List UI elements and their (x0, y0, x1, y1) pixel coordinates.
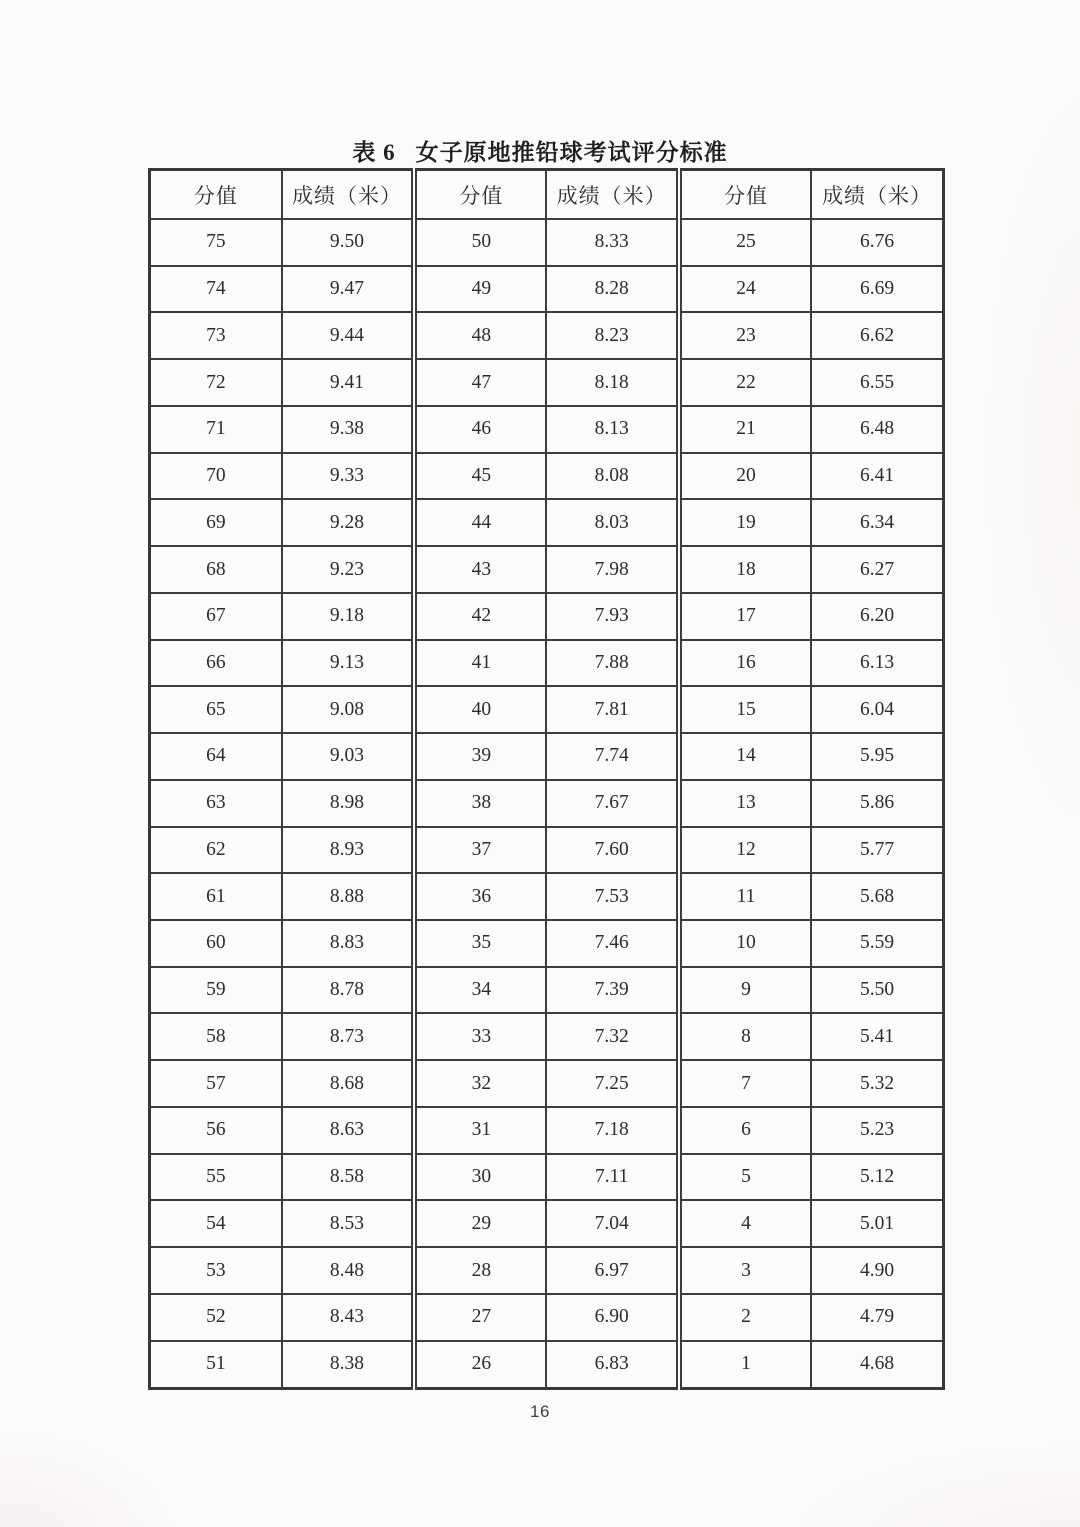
result-cell: 8.08 (546, 453, 678, 500)
result-cell: 6.20 (811, 593, 943, 640)
result-cell: 5.32 (811, 1060, 943, 1107)
score-cell: 24 (679, 266, 811, 313)
score-cell: 19 (679, 499, 811, 546)
result-cell: 8.38 (282, 1341, 414, 1389)
score-cell: 27 (414, 1294, 546, 1341)
score-cell: 25 (679, 219, 811, 266)
score-cell: 45 (414, 453, 546, 500)
table-row (150, 219, 944, 266)
result-cell: 5.12 (811, 1154, 943, 1201)
score-cell: 47 (414, 359, 546, 406)
result-cell: 8.53 (282, 1200, 414, 1247)
result-cell: 9.08 (282, 686, 414, 733)
score-cell: 5 (679, 1154, 811, 1201)
result-cell: 7.25 (546, 1060, 678, 1107)
result-cell: 8.43 (282, 1294, 414, 1341)
table-row (150, 780, 944, 827)
result-cell: 9.03 (282, 733, 414, 780)
score-cell: 20 (679, 453, 811, 500)
score-cell: 37 (414, 827, 546, 874)
result-cell: 9.50 (282, 219, 414, 266)
score-cell: 16 (679, 640, 811, 687)
result-cell: 6.69 (811, 266, 943, 313)
result-cell: 7.46 (546, 920, 678, 967)
score-cell: 69 (150, 499, 282, 546)
score-cell: 54 (150, 1200, 282, 1247)
score-cell: 66 (150, 640, 282, 687)
score-cell: 53 (150, 1247, 282, 1294)
score-cell: 29 (414, 1200, 546, 1247)
table-row (150, 920, 944, 967)
table-row (150, 1294, 944, 1341)
result-cell: 7.04 (546, 1200, 678, 1247)
scoring-table (148, 168, 945, 1390)
score-cell: 70 (150, 453, 282, 500)
result-cell: 8.98 (282, 780, 414, 827)
result-cell: 4.79 (811, 1294, 943, 1341)
score-cell: 57 (150, 1060, 282, 1107)
score-cell: 64 (150, 733, 282, 780)
score-cell: 32 (414, 1060, 546, 1107)
table-row (150, 1154, 944, 1201)
result-cell: 8.68 (282, 1060, 414, 1107)
score-cell: 13 (679, 780, 811, 827)
result-cell: 9.13 (282, 640, 414, 687)
result-cell: 7.32 (546, 1013, 678, 1060)
score-cell: 39 (414, 733, 546, 780)
result-cell: 8.23 (546, 312, 678, 359)
result-cell: 8.63 (282, 1107, 414, 1154)
result-cell: 8.73 (282, 1013, 414, 1060)
result-cell: 5.77 (811, 827, 943, 874)
result-cell: 9.38 (282, 406, 414, 453)
score-cell: 46 (414, 406, 546, 453)
result-cell: 6.41 (811, 453, 943, 500)
table-row (150, 733, 944, 780)
table-number: 表 6 (352, 140, 396, 165)
result-cell: 8.33 (546, 219, 678, 266)
result-cell: 6.55 (811, 359, 943, 406)
score-cell: 1 (679, 1341, 811, 1389)
score-cell: 42 (414, 593, 546, 640)
result-cell: 5.23 (811, 1107, 943, 1154)
score-cell: 23 (679, 312, 811, 359)
table-row (150, 593, 944, 640)
score-cell: 61 (150, 873, 282, 920)
score-cell: 34 (414, 967, 546, 1014)
table-row (150, 1247, 944, 1294)
result-cell: 6.76 (811, 219, 943, 266)
column-header: 成绩（米） (282, 170, 414, 220)
score-cell: 28 (414, 1247, 546, 1294)
score-cell: 4 (679, 1200, 811, 1247)
result-cell: 8.48 (282, 1247, 414, 1294)
result-cell: 6.34 (811, 499, 943, 546)
score-cell: 11 (679, 873, 811, 920)
score-cell: 65 (150, 686, 282, 733)
table-row (150, 499, 944, 546)
score-cell: 50 (414, 219, 546, 266)
score-cell: 35 (414, 920, 546, 967)
score-cell: 58 (150, 1013, 282, 1060)
score-cell: 72 (150, 359, 282, 406)
result-cell: 7.88 (546, 640, 678, 687)
score-cell: 74 (150, 266, 282, 313)
score-cell: 43 (414, 546, 546, 593)
score-cell: 8 (679, 1013, 811, 1060)
result-cell: 7.98 (546, 546, 678, 593)
score-cell: 63 (150, 780, 282, 827)
score-cell: 59 (150, 967, 282, 1014)
result-cell: 5.95 (811, 733, 943, 780)
page-number: 16 (530, 1402, 550, 1421)
column-header: 分值 (150, 170, 282, 220)
score-cell: 40 (414, 686, 546, 733)
score-cell: 7 (679, 1060, 811, 1107)
score-cell: 44 (414, 499, 546, 546)
score-cell: 38 (414, 780, 546, 827)
score-cell: 18 (679, 546, 811, 593)
score-cell: 36 (414, 873, 546, 920)
score-cell: 22 (679, 359, 811, 406)
result-cell: 8.03 (546, 499, 678, 546)
result-cell: 8.58 (282, 1154, 414, 1201)
score-cell: 30 (414, 1154, 546, 1201)
result-cell: 6.27 (811, 546, 943, 593)
result-cell: 8.18 (546, 359, 678, 406)
result-cell: 5.01 (811, 1200, 943, 1247)
score-cell: 31 (414, 1107, 546, 1154)
score-cell: 6 (679, 1107, 811, 1154)
score-cell: 17 (679, 593, 811, 640)
score-cell: 2 (679, 1294, 811, 1341)
table-caption (0, 134, 1080, 167)
result-cell: 8.88 (282, 873, 414, 920)
result-cell: 5.41 (811, 1013, 943, 1060)
table-row (150, 686, 944, 733)
score-cell: 48 (414, 312, 546, 359)
result-cell: 8.93 (282, 827, 414, 874)
result-cell: 6.62 (811, 312, 943, 359)
table-row (150, 827, 944, 874)
result-cell: 7.39 (546, 967, 678, 1014)
score-cell: 9 (679, 967, 811, 1014)
result-cell: 8.28 (546, 266, 678, 313)
result-cell: 5.50 (811, 967, 943, 1014)
result-cell: 9.44 (282, 312, 414, 359)
score-cell: 51 (150, 1341, 282, 1389)
score-cell: 56 (150, 1107, 282, 1154)
result-cell: 4.90 (811, 1247, 943, 1294)
score-cell: 62 (150, 827, 282, 874)
score-cell: 10 (679, 920, 811, 967)
score-cell: 3 (679, 1247, 811, 1294)
result-cell: 9.47 (282, 266, 414, 313)
result-cell: 7.11 (546, 1154, 678, 1201)
result-cell: 7.60 (546, 827, 678, 874)
result-cell: 7.53 (546, 873, 678, 920)
table-row (150, 1013, 944, 1060)
table-row (150, 312, 944, 359)
result-cell: 7.18 (546, 1107, 678, 1154)
result-cell: 6.97 (546, 1247, 678, 1294)
table-row (150, 266, 944, 313)
table-row (150, 1060, 944, 1107)
result-cell: 7.81 (546, 686, 678, 733)
score-cell: 68 (150, 546, 282, 593)
score-cell: 71 (150, 406, 282, 453)
score-cell: 15 (679, 686, 811, 733)
score-cell: 21 (679, 406, 811, 453)
result-cell: 9.23 (282, 546, 414, 593)
column-header: 分值 (679, 170, 811, 220)
score-cell: 60 (150, 920, 282, 967)
score-cell: 49 (414, 266, 546, 313)
result-cell: 5.59 (811, 920, 943, 967)
score-cell: 55 (150, 1154, 282, 1201)
table-row (150, 453, 944, 500)
result-cell: 7.93 (546, 593, 678, 640)
result-cell: 9.18 (282, 593, 414, 640)
table-row (150, 640, 944, 687)
score-cell: 52 (150, 1294, 282, 1341)
score-cell: 33 (414, 1013, 546, 1060)
table-row (150, 1200, 944, 1247)
table-row (150, 967, 944, 1014)
result-cell: 4.68 (811, 1341, 943, 1389)
result-cell: 5.68 (811, 873, 943, 920)
column-header: 分值 (414, 170, 546, 220)
table-row (150, 873, 944, 920)
table-row (150, 1341, 944, 1389)
result-cell: 9.41 (282, 359, 414, 406)
column-header: 成绩（米） (546, 170, 678, 220)
table-body (150, 219, 944, 1389)
column-header: 成绩（米） (811, 170, 943, 220)
result-cell: 6.83 (546, 1341, 678, 1389)
table-row (150, 406, 944, 453)
score-cell: 73 (150, 312, 282, 359)
result-cell: 7.74 (546, 733, 678, 780)
header-row (150, 170, 944, 220)
result-cell: 6.13 (811, 640, 943, 687)
result-cell: 9.28 (282, 499, 414, 546)
result-cell: 8.78 (282, 967, 414, 1014)
table-row (150, 1107, 944, 1154)
score-cell: 14 (679, 733, 811, 780)
score-cell: 26 (414, 1341, 546, 1389)
result-cell: 8.83 (282, 920, 414, 967)
result-cell: 9.33 (282, 453, 414, 500)
table-row (150, 546, 944, 593)
result-cell: 7.67 (546, 780, 678, 827)
result-cell: 5.86 (811, 780, 943, 827)
table-row (150, 359, 944, 406)
score-cell: 12 (679, 827, 811, 874)
score-cell: 67 (150, 593, 282, 640)
result-cell: 6.48 (811, 406, 943, 453)
result-cell: 6.90 (546, 1294, 678, 1341)
table-title: 女子原地推铅球考试评分标准 (415, 140, 728, 165)
result-cell: 8.13 (546, 406, 678, 453)
score-cell: 41 (414, 640, 546, 687)
result-cell: 6.04 (811, 686, 943, 733)
score-cell: 75 (150, 219, 282, 266)
